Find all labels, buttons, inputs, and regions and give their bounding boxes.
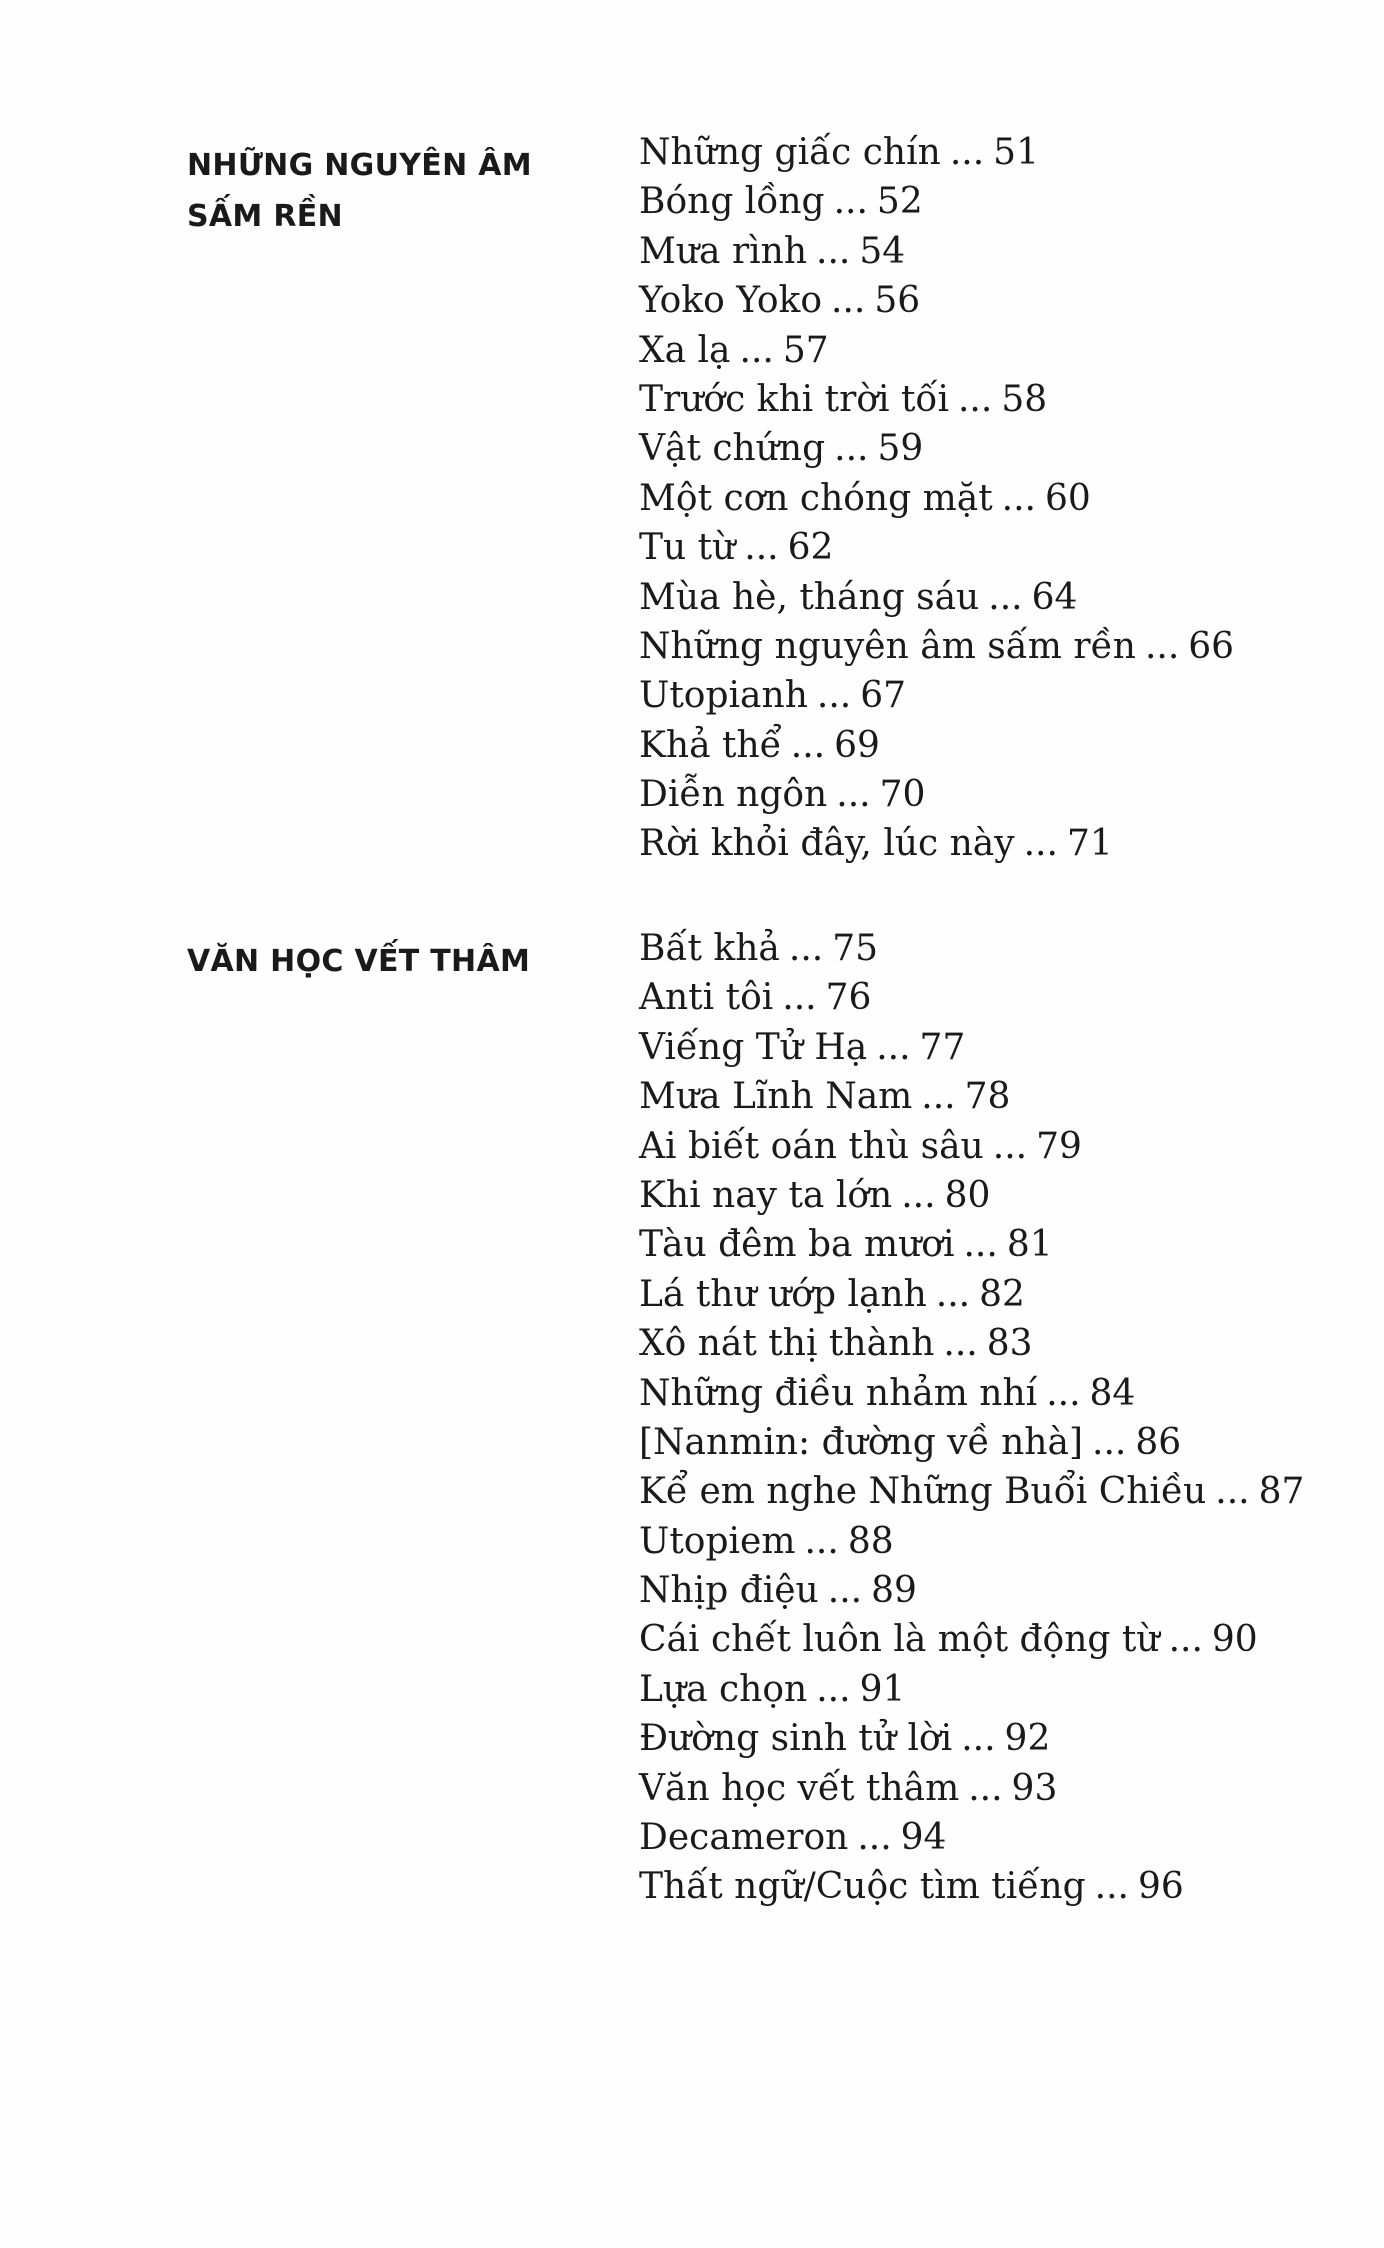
toc-entry [639, 424, 1359, 473]
entry-leader: ... [816, 230, 851, 272]
toc-entry [639, 1566, 1359, 1615]
entry-title: Utopianh [639, 675, 808, 717]
toc-entry [639, 1122, 1359, 1171]
entry-leader: ... [876, 1026, 911, 1068]
entry-title: Những giấc chín [639, 132, 941, 173]
entry-leader: ... [744, 527, 779, 569]
toc-entry [639, 622, 1359, 671]
toc-entry-list [639, 924, 1359, 1912]
entry-leader: ... [988, 576, 1023, 618]
section-title [187, 140, 587, 242]
toc-entry [639, 1764, 1359, 1813]
entry-page-number: 89 [871, 1570, 917, 1612]
entry-leader: ... [949, 132, 985, 173]
entry-page-number: 91 [859, 1668, 906, 1710]
entry-page-number: 57 [782, 329, 829, 371]
toc-entry [639, 523, 1359, 572]
entry-title: Yoko Yoko [639, 280, 823, 322]
toc-entry [639, 177, 1359, 226]
entry-page-number: 69 [834, 724, 880, 766]
toc-entry [639, 1220, 1359, 1269]
entry-page-number: 71 [1066, 823, 1113, 865]
entry-leader: ... [1144, 625, 1180, 667]
toc-entry [639, 1467, 1359, 1516]
entry-page-number: 79 [1036, 1125, 1082, 1167]
entry-page-number: 96 [1138, 1866, 1184, 1908]
toc-entry [639, 819, 1359, 868]
section-title-line: NHỮNG NGUYÊN ÂM [187, 148, 532, 183]
entry-title: [Nanmin: đường về nhà] [639, 1421, 1083, 1463]
entry-title: Nhịp điệu [639, 1570, 819, 1612]
entry-page-number: 78 [964, 1076, 1011, 1118]
entry-title: Rời khỏi đây, lúc này [639, 823, 1015, 865]
entry-leader: ... [943, 1323, 978, 1365]
entry-title: Viếng Tử Hạ [639, 1026, 868, 1068]
toc-entry [639, 1862, 1359, 1911]
toc-entry [639, 1171, 1359, 1220]
entry-leader: ... [1001, 477, 1037, 519]
entry-page-number: 87 [1258, 1471, 1305, 1513]
entry-leader: ... [833, 181, 868, 223]
entry-title: Bất khả [639, 928, 780, 969]
entry-title: Mưa Lĩnh Nam [639, 1076, 913, 1118]
entry-page-number: 58 [1001, 378, 1048, 420]
entry-page-number: 54 [859, 230, 906, 272]
section-title-line: VĂN HỌC VẾT THÂM [187, 944, 531, 979]
toc-entry [639, 128, 1359, 177]
entry-leader: ... [901, 1174, 936, 1216]
toc-entry [639, 1615, 1359, 1664]
entry-page-number: 81 [1006, 1224, 1053, 1266]
entry-title: Ai biết oán thù sâu [639, 1125, 984, 1167]
entry-leader: ... [1023, 823, 1058, 865]
toc-entry [639, 1714, 1359, 1763]
toc-entry [639, 1665, 1359, 1714]
toc-entry [639, 276, 1359, 325]
entry-page-number: 92 [1004, 1718, 1051, 1760]
entry-title: Thất ngữ/Cuộc tìm tiếng [639, 1866, 1086, 1908]
toc-entry [639, 770, 1359, 819]
entry-leader: ... [968, 1767, 1003, 1809]
entry-title: Văn học vết thâm [639, 1767, 960, 1809]
toc-entry [639, 1517, 1359, 1566]
entry-title: Xa lạ [639, 329, 731, 371]
entry-title: Những điều nhảm nhí [639, 1372, 1038, 1414]
toc-entry [639, 1270, 1359, 1319]
entry-page-number: 93 [1011, 1767, 1058, 1809]
entry-page-number: 70 [879, 774, 926, 816]
entry-page-number: 66 [1188, 625, 1235, 667]
entry-page-number: 52 [876, 181, 923, 223]
toc-entry-list [639, 128, 1359, 869]
entry-page-number: 88 [847, 1520, 894, 1562]
entry-title: Mưa rình [639, 230, 808, 272]
entry-title: Những nguyên âm sấm rền [639, 625, 1136, 667]
toc-entry [639, 1072, 1359, 1121]
entry-title: Diễn ngôn [639, 774, 828, 816]
entry-leader: ... [739, 329, 774, 371]
entry-title: Lá thư ướp lạnh [639, 1273, 927, 1315]
entry-page-number: 59 [877, 428, 924, 470]
entry-leader: ... [935, 1273, 971, 1315]
entry-leader: ... [816, 675, 852, 717]
entry-title: Kể em nghe Những Buổi Chiều [639, 1471, 1207, 1513]
toc-entry [639, 1023, 1359, 1072]
entry-title: Tàu đêm ba mươi [639, 1224, 955, 1266]
entry-leader: ... [1215, 1471, 1250, 1513]
entry-title: Decameron [639, 1817, 849, 1859]
entry-leader: ... [1092, 1421, 1127, 1463]
toc-entry [639, 227, 1359, 276]
entry-page-number: 56 [874, 280, 921, 322]
toc-entry [639, 1369, 1359, 1418]
entry-page-number: 67 [860, 675, 907, 717]
toc-entry [639, 1418, 1359, 1467]
entry-page-number: 62 [787, 527, 834, 569]
entry-leader: ... [1168, 1619, 1203, 1661]
section-title-line: SẤM RỀN [187, 199, 343, 234]
entry-page-number: 94 [900, 1817, 947, 1859]
entry-title: Trước khi trời tối [639, 378, 949, 420]
entry-title: Vật chứng [639, 428, 826, 470]
entry-title: Khi nay ta lớn [639, 1174, 893, 1216]
toc-entry [639, 973, 1359, 1022]
toc-entry [639, 573, 1359, 622]
section-title [187, 936, 587, 987]
entry-leader: ... [788, 928, 824, 969]
entry-leader: ... [957, 378, 993, 420]
entry-page-number: 86 [1135, 1421, 1182, 1463]
toc-entry [639, 375, 1359, 424]
entry-page-number: 83 [986, 1323, 1033, 1365]
entry-leader: ... [857, 1817, 892, 1859]
entry-title: Tu từ [639, 527, 736, 569]
toc-entry [639, 721, 1359, 770]
entry-title: Cái chết luôn là một động từ [639, 1619, 1160, 1661]
entry-leader: ... [961, 1718, 996, 1760]
entry-leader: ... [827, 1570, 863, 1612]
entry-title: Một cơn chóng mặt [639, 477, 993, 519]
entry-page-number: 80 [944, 1174, 991, 1216]
entry-page-number: 84 [1089, 1372, 1136, 1414]
entry-leader: ... [836, 774, 871, 816]
toc-entry [639, 1319, 1359, 1368]
entry-leader: ... [804, 1520, 839, 1562]
toc-entry [639, 474, 1359, 523]
toc-entry [639, 326, 1359, 375]
entry-leader: ... [816, 1668, 851, 1710]
entry-leader: ... [963, 1224, 998, 1266]
entry-page-number: 82 [979, 1273, 1025, 1315]
entry-leader: ... [831, 280, 866, 322]
entry-leader: ... [1094, 1866, 1129, 1908]
entry-leader: ... [782, 977, 817, 1019]
entry-page-number: 76 [825, 977, 872, 1019]
entry-title: Lựa chọn [639, 1668, 808, 1710]
entry-leader: ... [992, 1125, 1028, 1167]
entry-title: Xô nát thị thành [639, 1323, 935, 1365]
toc-entry [639, 671, 1359, 720]
entry-title: Khả thể [639, 724, 782, 766]
entry-page-number: 60 [1045, 477, 1091, 519]
entry-leader: ... [834, 428, 869, 470]
entry-title: Đường sinh tử lời [639, 1718, 953, 1760]
entry-title: Utopiem [639, 1520, 796, 1562]
entry-leader: ... [1046, 1372, 1081, 1414]
toc-entry [639, 924, 1359, 973]
entry-title: Bóng lồng [639, 181, 825, 223]
entry-page-number: 90 [1211, 1619, 1258, 1661]
entry-page-number: 51 [993, 132, 1039, 173]
entry-leader: ... [790, 724, 826, 766]
toc-entry [639, 1813, 1359, 1862]
entry-page-number: 64 [1031, 576, 1078, 618]
entry-title: Mùa hè, tháng sáu [639, 576, 980, 618]
entry-page-number: 75 [832, 928, 879, 969]
entry-title: Anti tôi [639, 977, 774, 1019]
entry-page-number: 77 [919, 1026, 966, 1068]
entry-leader: ... [921, 1076, 956, 1118]
